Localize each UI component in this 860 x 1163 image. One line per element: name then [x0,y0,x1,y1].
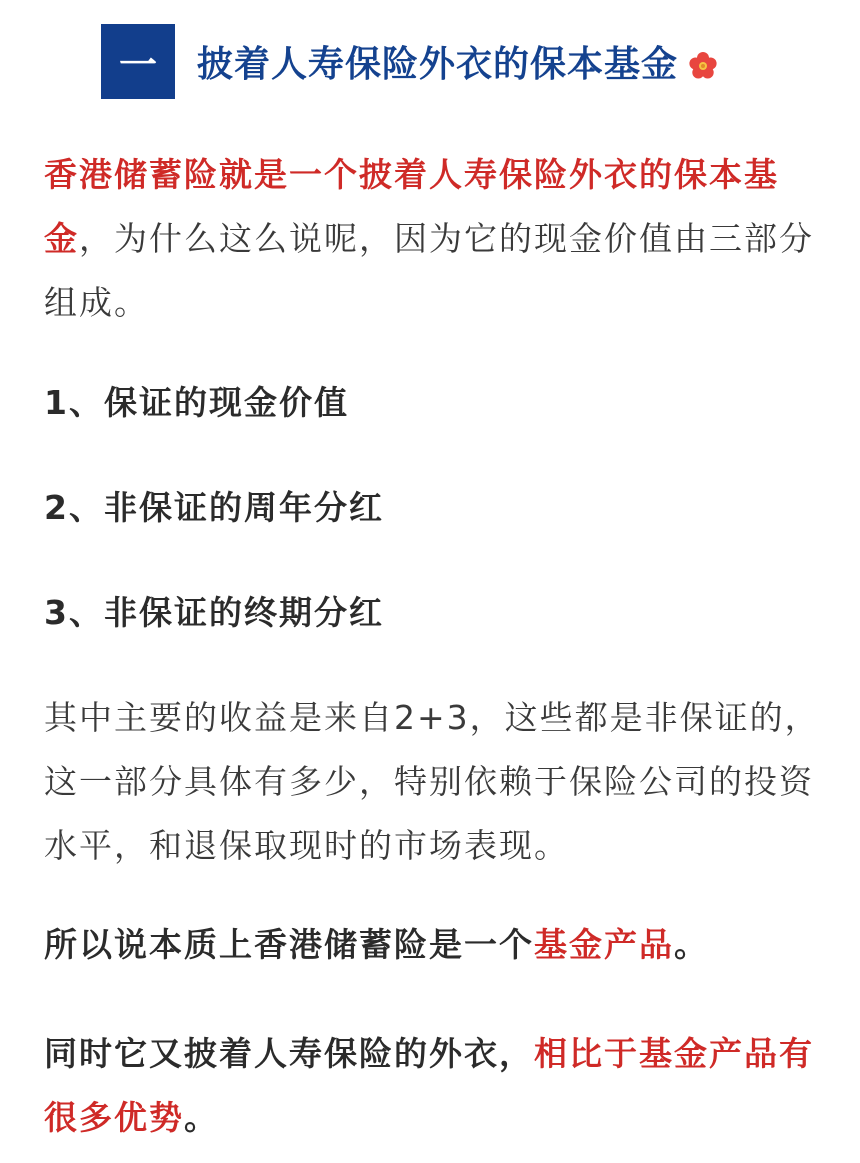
conclusion-suffix: 。 [674,925,709,964]
closing-suffix: 。 [184,1098,219,1137]
explanation-paragraph: 其中主要的收益是来自2+3，这些都是非保证的，这一部分具体有多少，特别依赖于保险公司的投资水平，和退保取现时的市场表现。 [44,698,820,865]
list-item: 3、非保证的终期分红 [44,593,384,632]
list-item: 1、保证的现金价值 [44,383,349,422]
section-number: 一 [118,43,157,87]
flower-icon [688,51,718,81]
section-header [101,24,718,99]
closing-prefix: 同时它又披着人寿保险的外衣， [44,1034,534,1073]
conclusion-paragraph [44,913,824,977]
section-title [197,36,718,87]
section-number-badge [101,24,175,99]
intro-highlight: 香港储蓄险就是一个披着人寿保险外衣的保本基金 [44,155,779,258]
conclusion-highlight: 基金产品 [534,925,674,964]
closing-paragraph [44,1022,824,1150]
conclusion-prefix: 所以说本质上香港储蓄险是一个 [44,925,534,964]
list-item: 2、非保证的周年分红 [44,488,384,527]
intro-rest: ，为什么这么说呢，因为它的现金价值由三部分组成。 [44,219,814,322]
closing-highlight: 相比于基金产品有很多优势 [44,1034,814,1137]
section-title-text: 披着人寿保险外衣的保本基金 [197,44,679,85]
intro-paragraph [44,143,824,335]
